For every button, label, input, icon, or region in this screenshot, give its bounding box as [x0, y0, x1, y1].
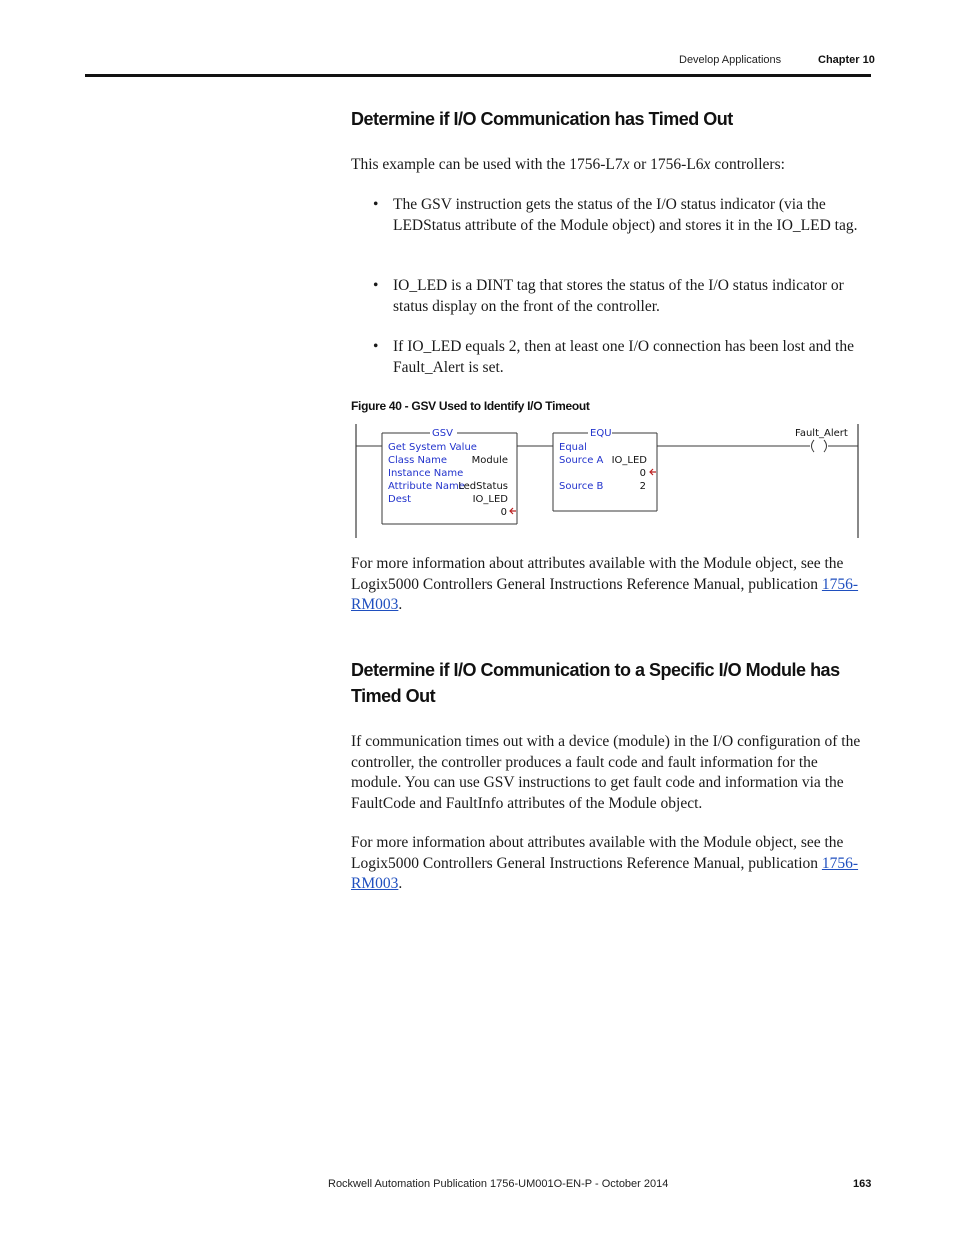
section2-heading-line2: Timed Out: [351, 686, 436, 706]
gsv-dest-tag: IO_LED: [472, 494, 508, 505]
section1-heading: Determine if I/O Communication has Timed Out: [351, 109, 733, 129]
rm003-link[interactable]: 1756-RM003: [351, 854, 859, 892]
bullet-text: IO_LED is a DINT tag that stores the status of the I/O status indicator or status display on the front of the controller.: [393, 277, 844, 315]
rm003-link[interactable]: 1756-RM003: [351, 575, 859, 613]
intro-x1: x: [622, 156, 630, 173]
equ-source-a-tag: IO_LED: [611, 455, 647, 466]
intro-mid: or 1756-L6: [629, 156, 704, 173]
gsv-dest-value: 0: [500, 507, 507, 518]
gsv-dest-arrow-icon: [510, 508, 516, 514]
header-chapter-label: Chapter 10: [818, 54, 875, 66]
header-rule: [85, 74, 871, 77]
equ-name: EQU: [590, 428, 612, 439]
gsv-dest-label: Dest: [388, 494, 411, 505]
equ-source-b-value: 2: [639, 481, 646, 492]
coil-right-paren-icon: [824, 440, 827, 452]
more-info-text: For more information about attributes available with the Module object, see the Logix5000 Controllers General Instructions Reference Manual, publication: [351, 834, 844, 872]
more-info-end: .: [398, 875, 403, 892]
footer-publication: Rockwell Automation Publication 1756-UM001O-EN-P - October 2014: [328, 1178, 669, 1190]
gsv-instance-label: Instance Name: [388, 468, 464, 479]
bullet-dot: •: [373, 196, 379, 213]
figure-caption: Figure 40 - GSV Used to Identify I/O Timeout: [351, 399, 590, 413]
footer-page-number: 163: [853, 1178, 872, 1190]
gsv-title: Get System Value: [388, 442, 477, 453]
header-section-title: Develop Applications: [679, 54, 782, 66]
section2-heading-line1: Determine if I/O Communication to a Specific I/O Module has: [351, 660, 840, 680]
equ-source-a-arrow-icon: [650, 469, 656, 475]
gsv-attribute-label: Attribute Name: [388, 481, 465, 492]
equ-source-a-label: Source A: [559, 455, 604, 466]
more-info-text: For more information about attributes available with the Module object, see the Logix5000 Controllers General Instructions Reference Manual, publication: [351, 555, 844, 593]
equ-source-b-label: Source B: [559, 481, 604, 492]
intro-suffix: controllers:: [710, 156, 785, 173]
bullet-dot: •: [373, 338, 379, 355]
section2-heading: [351, 657, 840, 709]
more-info-end: .: [398, 596, 403, 613]
section2-paragraph: If communication times out with a device (module) in the I/O configuration of the controller, the controller produces a fault code and fault information for the module. You can use GSV instructions to get fault code and information via the FaultCode and FaultInfo attributes of the Module object.: [351, 733, 861, 812]
section2-more-info: [351, 833, 867, 895]
equ-instruction-block: [553, 428, 657, 511]
ladder-diagram: [350, 420, 865, 542]
bullet-text: The GSV instruction gets the status of the I/O status indicator (via the LEDStatus attribute of the Module object) and stores it in the IO_LED tag.: [393, 196, 858, 234]
bullet-dot: •: [373, 277, 379, 294]
gsv-instruction-block: [382, 428, 517, 524]
section1-more-info: [351, 554, 867, 616]
coil-tag: Fault_Alert: [795, 428, 848, 439]
fault-alert-coil: [795, 428, 848, 452]
coil-left-paren-icon: [812, 440, 815, 452]
bullet-text: If IO_LED equals 2, then at least one I/O connection has been lost and the Fault_Alert is set.: [393, 338, 854, 376]
gsv-class-value: Module: [471, 455, 508, 466]
intro-prefix: This example can be used with the 1756-L7: [351, 156, 623, 173]
intro-x2: x: [703, 156, 711, 173]
section1-intro: [351, 155, 867, 176]
gsv-name: GSV: [432, 428, 453, 439]
equ-source-a-value: 0: [639, 468, 646, 479]
gsv-class-label: Class Name: [388, 455, 447, 466]
equ-title: Equal: [559, 442, 587, 453]
gsv-attribute-value: LedStatus: [458, 481, 508, 492]
